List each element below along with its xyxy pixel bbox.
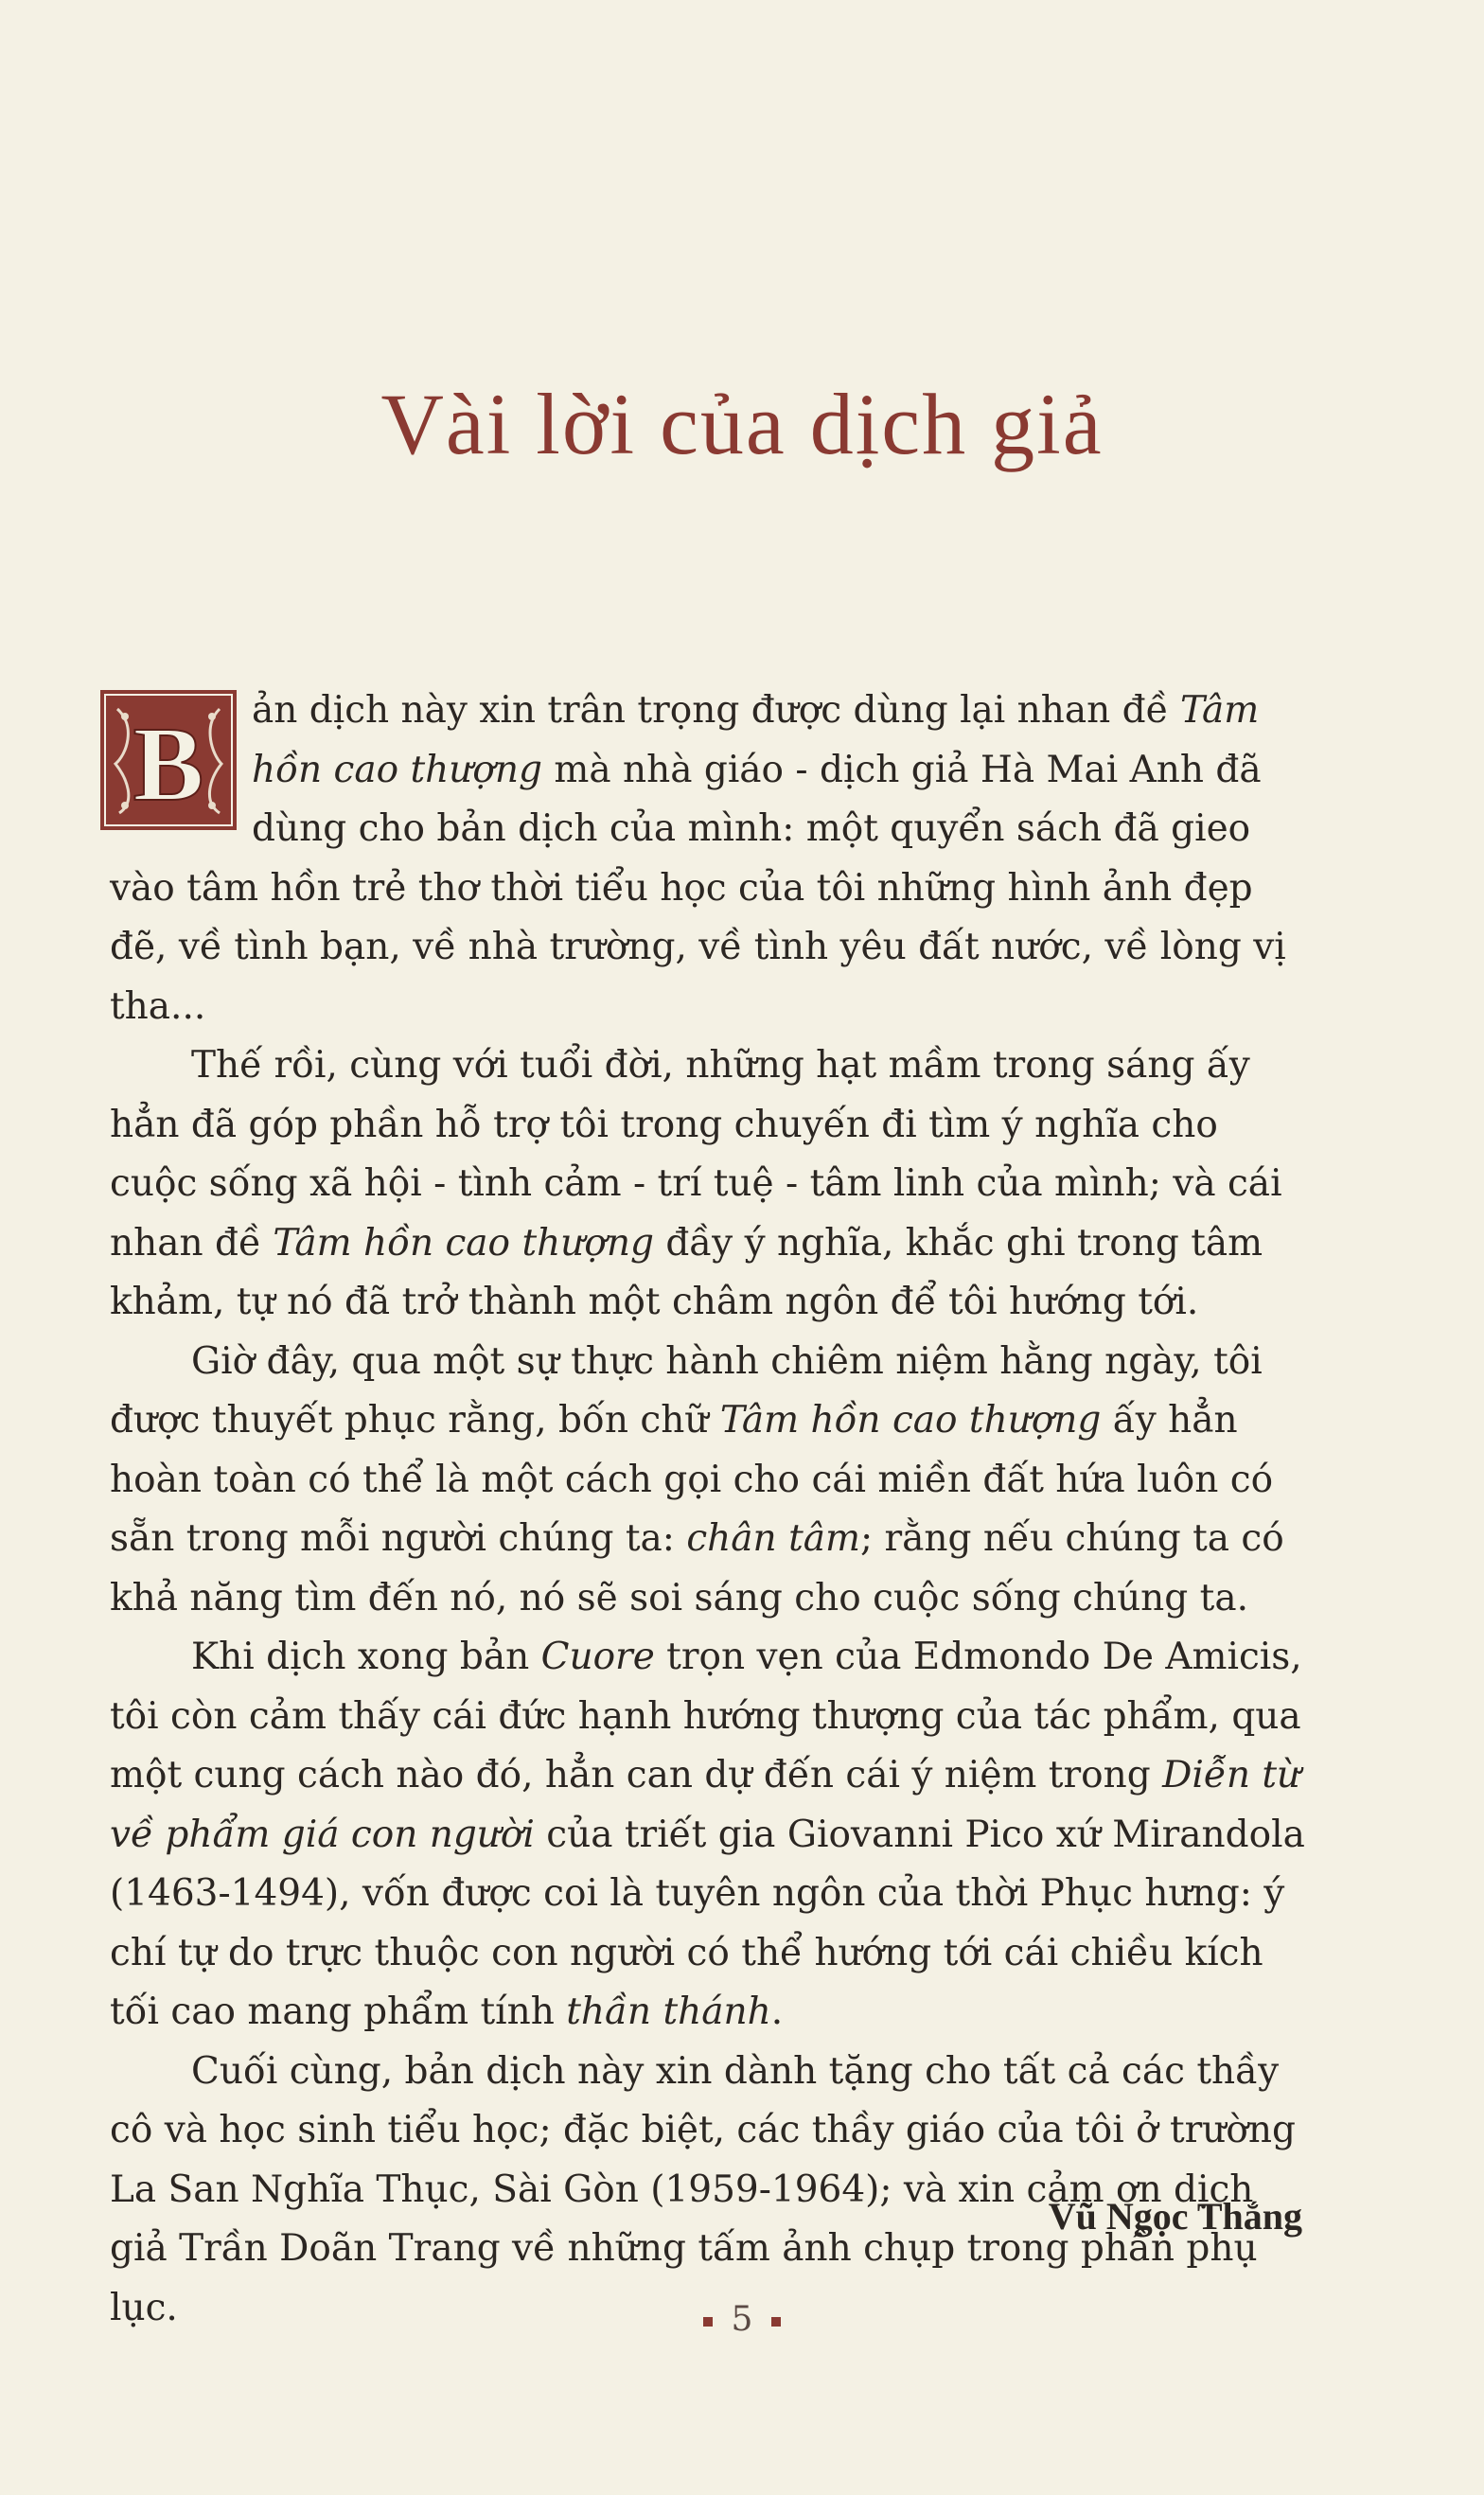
ornamental-dropcap-b — [98, 688, 238, 832]
page-title: Vài lời của dịch giả — [380, 376, 1104, 472]
svg-text:B: B — [132, 706, 204, 823]
paragraph-4: Khi dịch xong bản Cuore trọn vẹn của Edmondo De Amicis, tôi còn cảm thấy cái đức hạnh hướng thượng của tác phẩm, qua một cung cách nào đó, hẳn can dự đến cái ý niệm trong Diễn từ về phẩm giá con người của triết gia Giovanni Pico xứ Mirandola (1463-1494), vốn được coi là tuyên ngôn của thời Phục hưng: ý chí tự do trực thuộc con người có thể hướng tới cái chiều kích tối cao mang phẩm tính thần thánh. — [110, 1636, 1305, 2033]
folio-square-left — [703, 2317, 713, 2327]
paragraph-3: Giờ đây, qua một sự thực hành chiêm niệm hằng ngày, tôi được thuyết phục rằng, bốn chữ Tâm hồn cao thượng ấy hẳn hoàn toàn có thể là một cách gọi cho cái miền đất hứa luôn có sẵn trong mỗi người chúng ta: chân tâm; rằng nếu chúng ta có khả năng tìm đến nó, nó sẽ soi sáng cho cuộc sống chúng ta. — [110, 1339, 1284, 1619]
page-number-value: 5 — [731, 2300, 753, 2339]
paragraph-5: Cuối cùng, bản dịch này xin dành tặng cho tất cả các thầy cô và học sinh tiểu học; đặc biệt, các thầy giáo của tôi ở trường La San Nghĩa Thục, Sài Gòn (1959-1964); và xin cảm ơn dịch giả Trần Doãn Trang về những tấm ảnh chụp trong phần phụ lục. — [110, 2049, 1296, 2329]
body-text — [110, 681, 1308, 2338]
translator-signature: Vũ Ngọc Thắng — [1048, 2195, 1302, 2238]
paragraph-1: B ản dịch này xin trân trọng được dùng lại nhan đề Tâm hồn cao thượng mà nhà giáo - dịch giả Hà Mai Anh đã dùng cho bản dịch của mình: một quyển sách đã gieo vào tâm hồn trẻ thơ thời tiểu học của tôi những hình ảnh đẹp đẽ, về tình bạn, về nhà trường, về tình yêu đất nước, về lòng vị tha... — [110, 681, 1308, 1036]
folio-square-right — [771, 2317, 781, 2327]
paragraph-2: Thế rồi, cùng với tuổi đời, những hạt mầm trong sáng ấy hẳn đã góp phần hỗ trợ tôi trong chuyến đi tìm ý nghĩa cho cuộc sống xã hội - tình cảm - trí tuệ - tâm linh của mình; và cái nhan đề Tâm hồn cao thượng đầy ý nghĩa, khắc ghi trong tâm khảm, tự nó đã trở thành một châm ngôn để tôi hướng tới. — [110, 1044, 1282, 1323]
page-number — [0, 2300, 1484, 2339]
